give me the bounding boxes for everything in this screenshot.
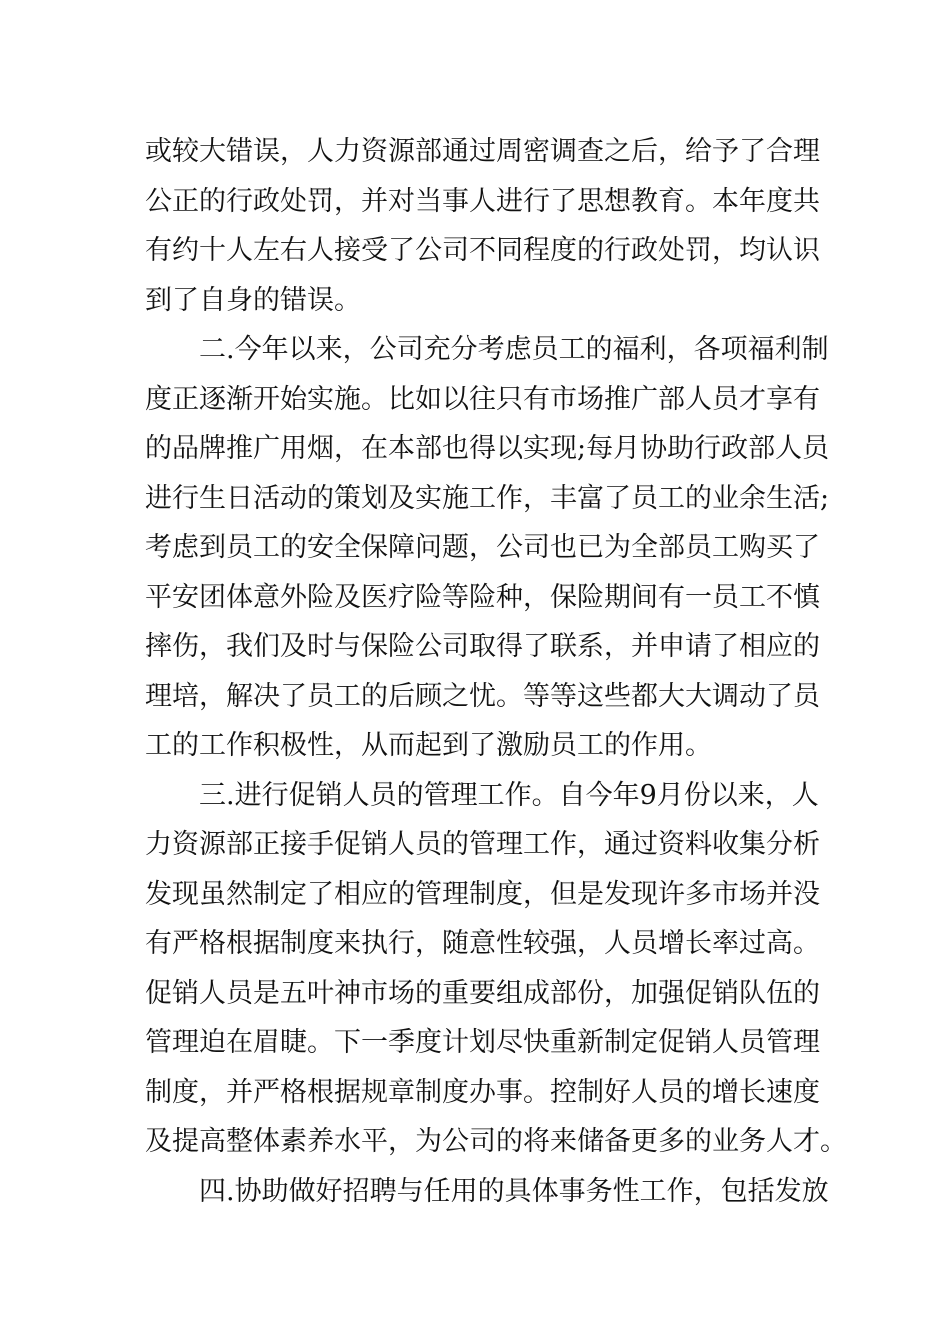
paragraph-line: 有约十人左右人接受了公司不同程度的行政处罚，均认识 xyxy=(145,235,820,266)
paragraph-1 xyxy=(145,127,820,325)
paragraph-line: 到了自身的错误。 xyxy=(145,284,361,316)
paragraph-line: 的品牌推广用烟，在本部也得以实现;每月协助行政部人员 xyxy=(145,433,830,464)
paragraph-2 xyxy=(145,325,830,771)
paragraph-line: 度正逐渐开始实施。比如以往只有市场推广部人员才享有 xyxy=(145,383,820,415)
paragraph-4 xyxy=(145,1167,829,1217)
paragraph-line: 摔伤，我们及时与保险公司取得了联系，并申请了相应的 xyxy=(145,631,820,662)
paragraph-line: 三.进行促销人员的管理工作。自今年9月份以来，人 xyxy=(199,779,819,811)
paragraph-line: 制度，并严格根据规章制度办事。控制好人员的增长速度 xyxy=(145,1076,820,1108)
paragraph-line: 考虑到员工的安全保障问题，公司也已为全部员工购买了 xyxy=(145,532,820,563)
paragraph-line: 或较大错误，人力资源部通过周密调查之后，给予了合理 xyxy=(145,136,820,167)
paragraph-line: 二.今年以来，公司充分考虑员工的福利，各项福利制 xyxy=(199,334,829,365)
paragraph-line: 进行生日活动的策划及实施工作，丰富了员工的业余生活; xyxy=(145,482,830,514)
paragraph-line: 公正的行政处罚，并对当事人进行了思想教育。本年度共 xyxy=(145,185,820,217)
paragraph-line: 有严格根据制度来执行，随意性较强，人员增长率过高。 xyxy=(145,928,820,959)
paragraph-line: 发现虽然制定了相应的管理制度，但是发现许多市场并没 xyxy=(145,878,820,910)
paragraph-line: 工的工作积极性，从而起到了激励员工的作用。 xyxy=(145,730,712,761)
paragraph-line: 力资源部正接手促销人员的管理工作，通过资料收集分析 xyxy=(145,829,820,860)
paragraph-line: 管理迫在眉睫。下一季度计划尽快重新制定促销人员管理 xyxy=(145,1027,820,1058)
document-body xyxy=(145,127,847,1216)
paragraph-line: 促销人员是五叶神市场的重要组成部份，加强促销队伍的 xyxy=(145,977,820,1009)
paragraph-3 xyxy=(145,771,847,1167)
paragraph-line: 理培，解决了员工的后顾之忧。等等这些都大大调动了员 xyxy=(145,680,820,712)
paragraph-line: 平安团体意外险及医疗险等险种，保险期间有一员工不慎 xyxy=(145,581,820,613)
paragraph-line: 四.协助做好招聘与任用的具体事务性工作，包括发放 xyxy=(199,1175,829,1207)
paragraph-line: 及提高整体素养水平，为公司的将来储备更多的业务人才。 xyxy=(145,1126,847,1157)
